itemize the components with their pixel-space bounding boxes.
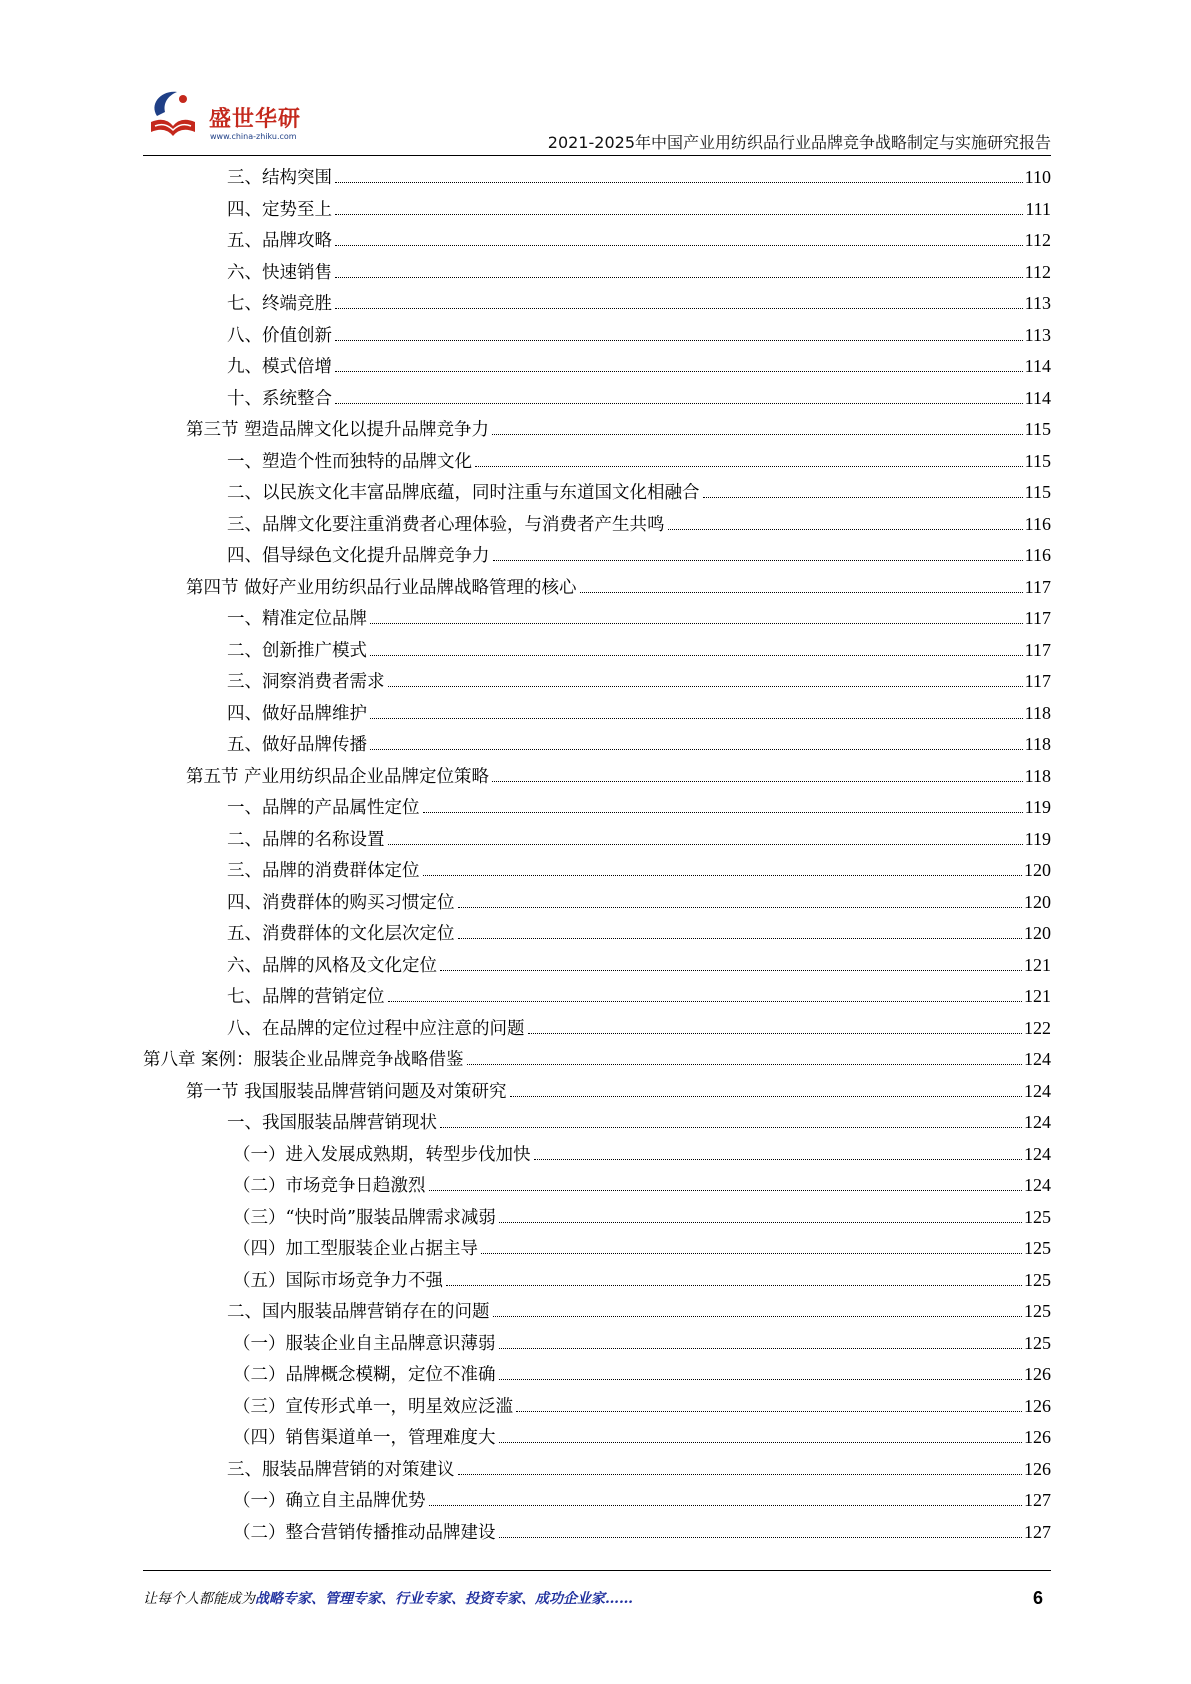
- toc-dot-leader: [446, 1285, 1022, 1286]
- toc-entry-label: 六、品牌的风格及文化定位: [227, 955, 437, 976]
- toc-dot-leader: [499, 1348, 1023, 1349]
- toc-entry-page: 114: [1024, 356, 1051, 376]
- toc-entry-page: 125: [1024, 1301, 1051, 1321]
- toc-dot-leader: [458, 1474, 1023, 1475]
- toc-entry-label: 第八章 案例：服装企业品牌竞争战略借鉴: [143, 1050, 464, 1070]
- toc-dot-leader: [423, 812, 1023, 813]
- toc-entry[interactable]: [143, 320, 1051, 352]
- toc-entry-page: 110: [1024, 167, 1051, 187]
- toc-entry[interactable]: [143, 666, 1051, 698]
- toc-entry-page: 120: [1024, 860, 1051, 880]
- toc-entry[interactable]: [143, 1013, 1051, 1045]
- toc-entry-page: 124: [1024, 1112, 1051, 1132]
- toc-entry-page: 113: [1024, 293, 1051, 313]
- toc-entry[interactable]: [143, 194, 1051, 226]
- toc-entry-label: 七、品牌的营销定位: [227, 987, 385, 1007]
- toc-entry-page: 115: [1024, 482, 1051, 502]
- toc-entry-page: 116: [1024, 545, 1051, 565]
- footer-divider: [143, 1570, 1051, 1571]
- toc-entry-page: 122: [1024, 1017, 1051, 1038]
- toc-entry-label: （五）国际市场竞争力不强: [233, 1270, 443, 1291]
- toc-entry[interactable]: [143, 761, 1051, 793]
- company-logo: [143, 80, 323, 152]
- toc-entry-label: 第三节 塑造品牌文化以提升品牌竞争力: [186, 420, 490, 440]
- toc-entry-label: （三）“快时尚”服装品牌需求减弱: [233, 1207, 496, 1228]
- footer-slogan-highlight: 战略专家、管理专家、行业专家、投资专家、成功企业家……: [255, 1591, 633, 1607]
- toc-entry[interactable]: [143, 855, 1051, 887]
- toc-entry-label: 八、在品牌的定位过程中应注意的问题: [227, 1018, 525, 1039]
- toc-dot-leader: [492, 434, 1023, 435]
- toc-entry-page: 118: [1024, 734, 1051, 754]
- toc-dot-leader: [467, 1064, 1022, 1065]
- toc-entry-label: （四）销售渠道单一，管理难度大: [233, 1428, 496, 1448]
- toc-dot-leader: [499, 1222, 1022, 1223]
- toc-entry-page: 127: [1024, 1521, 1051, 1542]
- toc-entry[interactable]: [143, 603, 1051, 635]
- toc-dot-leader: [481, 1253, 1022, 1254]
- header-divider: [143, 155, 1051, 156]
- toc-entry-label: （二）整合营销传播推动品牌建设: [233, 1522, 496, 1543]
- toc-dot-leader: [499, 1442, 1023, 1443]
- toc-dot-leader: [370, 749, 1023, 750]
- toc-entry-page: 125: [1024, 1206, 1051, 1227]
- toc-entry-label: （二）市场竞争日趋激烈: [233, 1176, 426, 1196]
- toc-entry-label: 十、系统整合: [227, 388, 332, 409]
- toc-dot-leader: [493, 560, 1023, 561]
- toc-entry-label: 六、快速销售: [227, 262, 332, 283]
- toc-entry-label: 第一节 我国服装品牌营销问题及对策研究: [186, 1081, 507, 1102]
- page-number: 6: [1032, 1588, 1043, 1608]
- toc-entry-label: 九、模式倍增: [227, 357, 332, 377]
- toc-dot-leader: [335, 340, 1023, 341]
- toc-entry[interactable]: [143, 1517, 1051, 1549]
- toc-entry[interactable]: [143, 1265, 1051, 1297]
- toc-entry-label: （一）确立自主品牌优势: [233, 1491, 426, 1511]
- toc-dot-leader: [335, 277, 1023, 278]
- toc-entry[interactable]: [143, 509, 1051, 541]
- toc-entry[interactable]: [143, 792, 1051, 824]
- toc-entry-label: 二、创新推广模式: [227, 640, 367, 661]
- toc-entry-label: 一、我国服装品牌营销现状: [227, 1113, 437, 1133]
- toc-dot-leader: [370, 623, 1023, 624]
- toc-dot-leader: [499, 1537, 1023, 1538]
- toc-dot-leader: [440, 1127, 1022, 1128]
- toc-entry[interactable]: [143, 950, 1051, 982]
- toc-entry-label: 第五节 产业用纺织品企业品牌定位策略: [186, 766, 490, 787]
- toc-entry[interactable]: [143, 918, 1051, 950]
- toc-entry-page: 113: [1024, 324, 1051, 345]
- toc-dot-leader: [516, 1411, 1022, 1412]
- book-logo-icon: [143, 86, 203, 146]
- toc-dot-leader: [388, 1001, 1023, 1002]
- toc-entry-label: 四、消费群体的购买习惯定位: [227, 892, 455, 913]
- toc-entry-page: 121: [1024, 954, 1051, 975]
- toc-entry-label: 三、服装品牌营销的对策建议: [227, 1459, 455, 1480]
- toc-entry[interactable]: [143, 1328, 1051, 1360]
- toc-entry-label: （四）加工型服装企业占据主导: [233, 1239, 478, 1259]
- toc-entry[interactable]: [143, 1139, 1051, 1171]
- toc-entry-label: 三、品牌的消费群体定位: [227, 861, 420, 881]
- toc-entry[interactable]: [143, 225, 1051, 257]
- toc-entry-page: 117: [1024, 576, 1051, 597]
- toc-entry-label: 七、终端竞胜: [227, 294, 332, 314]
- toc-entry-page: 125: [1024, 1238, 1051, 1258]
- toc-entry-label: 四、定势至上: [227, 199, 332, 220]
- toc-entry[interactable]: [143, 698, 1051, 730]
- toc-entry-page: 111: [1025, 198, 1051, 219]
- footer-slogan-prefix: 让每个人都能成为: [143, 1591, 255, 1607]
- toc-entry-label: 四、倡导绿色文化提升品牌竞争力: [227, 546, 490, 566]
- toc-entry-label: 一、精准定位品牌: [227, 609, 367, 629]
- toc-dot-leader: [492, 781, 1023, 782]
- toc-entry[interactable]: [143, 1044, 1051, 1076]
- toc-entry-label: 第四节 做好产业用纺织品行业品牌战略管理的核心: [186, 577, 577, 598]
- toc-entry-page: 126: [1024, 1364, 1051, 1384]
- toc-dot-leader: [458, 938, 1023, 939]
- toc-entry[interactable]: [143, 1076, 1051, 1108]
- toc-entry[interactable]: [143, 1296, 1051, 1328]
- toc-entry[interactable]: [143, 824, 1051, 856]
- toc-entry-label: 二、以民族文化丰富品牌底蕴，同时注重与东道国文化相融合: [227, 483, 700, 503]
- toc-dot-leader: [493, 1316, 1023, 1317]
- toc-entry-page: 117: [1024, 671, 1051, 691]
- toc-dot-leader: [580, 592, 1023, 593]
- toc-entry-label: 二、品牌的名称设置: [227, 829, 385, 850]
- toc-entry-label: 五、消费群体的文化层次定位: [227, 924, 455, 944]
- toc-entry-label: （一）服装企业自主品牌意识薄弱: [233, 1333, 496, 1354]
- toc-dot-leader: [429, 1190, 1023, 1191]
- toc-dot-leader: [458, 907, 1023, 908]
- toc-dot-leader: [703, 497, 1023, 498]
- toc-entry[interactable]: [143, 1170, 1051, 1202]
- toc-dot-leader: [668, 529, 1023, 530]
- toc-dot-leader: [335, 182, 1023, 183]
- toc-entry-label: 五、品牌攻略: [227, 231, 332, 251]
- toc-dot-leader: [475, 466, 1023, 467]
- toc-entry-page: 112: [1024, 261, 1051, 282]
- toc-dot-leader: [429, 1505, 1023, 1506]
- toc-entry-page: 117: [1024, 639, 1051, 660]
- toc-entry-page: 115: [1024, 450, 1051, 471]
- logo-text: 盛世华研: [209, 107, 302, 132]
- toc-entry[interactable]: [143, 635, 1051, 667]
- toc-entry-page: 120: [1024, 891, 1051, 912]
- toc-entry-label: 八、价值创新: [227, 325, 332, 346]
- toc-entry-page: 127: [1024, 1490, 1051, 1510]
- page-header: [143, 80, 1051, 160]
- toc-dot-leader: [534, 1159, 1023, 1160]
- report-title: 2021-2025年中国产业用纺织品行业品牌竞争战略制定与实施研究报告: [547, 133, 1051, 152]
- toc-entry-page: 119: [1024, 797, 1051, 817]
- toc-entry-page: 125: [1024, 1269, 1051, 1290]
- toc-dot-leader: [528, 1033, 1023, 1034]
- toc-entry[interactable]: [143, 1359, 1051, 1391]
- toc-entry[interactable]: [143, 383, 1051, 415]
- toc-entry-page: 116: [1024, 513, 1051, 534]
- toc-entry-page: 120: [1024, 923, 1051, 943]
- toc-entry[interactable]: [143, 1485, 1051, 1517]
- toc-dot-leader: [370, 718, 1023, 719]
- toc-entry-page: 114: [1024, 387, 1051, 408]
- toc-dot-leader: [370, 655, 1023, 656]
- toc-entry[interactable]: [143, 351, 1051, 383]
- toc-dot-leader: [335, 214, 1023, 215]
- toc-entry-label: 二、国内服装品牌营销存在的问题: [227, 1302, 490, 1322]
- toc-entry-label: 四、做好品牌维护: [227, 703, 367, 724]
- toc-entry[interactable]: [143, 981, 1051, 1013]
- toc-entry-label: 一、塑造个性而独特的品牌文化: [227, 451, 472, 472]
- toc-entry[interactable]: [143, 572, 1051, 604]
- toc-entry[interactable]: [143, 1422, 1051, 1454]
- toc-entry-page: 124: [1024, 1080, 1051, 1101]
- toc-dot-leader: [335, 371, 1023, 372]
- toc-entry-page: 119: [1024, 828, 1051, 849]
- toc-entry-page: 124: [1024, 1049, 1051, 1069]
- toc-entry-page: 124: [1024, 1143, 1051, 1164]
- table-of-contents: [143, 162, 1051, 1548]
- toc-dot-leader: [335, 308, 1023, 309]
- toc-entry[interactable]: [143, 1107, 1051, 1139]
- toc-entry[interactable]: [143, 1202, 1051, 1234]
- toc-entry-page: 126: [1024, 1427, 1051, 1447]
- toc-dot-leader: [499, 1379, 1023, 1380]
- toc-entry[interactable]: [143, 1233, 1051, 1265]
- toc-entry-label: 五、做好品牌传播: [227, 735, 367, 755]
- toc-dot-leader: [335, 245, 1023, 246]
- toc-dot-leader: [388, 686, 1023, 687]
- toc-entry[interactable]: [143, 414, 1051, 446]
- toc-entry-label: 三、洞察消费者需求: [227, 672, 385, 692]
- toc-dot-leader: [423, 875, 1023, 876]
- toc-entry-page: 125: [1024, 1332, 1051, 1353]
- toc-entry-label: （二）品牌概念模糊，定位不准确: [233, 1365, 496, 1385]
- toc-entry[interactable]: [143, 477, 1051, 509]
- toc-entry-page: 112: [1024, 230, 1051, 250]
- toc-entry[interactable]: [143, 257, 1051, 289]
- toc-entry[interactable]: [143, 729, 1051, 761]
- toc-dot-leader: [440, 970, 1022, 971]
- toc-entry-label: （三）宣传形式单一，明星效应泛滥: [233, 1396, 513, 1417]
- toc-entry-page: 121: [1024, 986, 1051, 1006]
- toc-entry-label: 一、品牌的产品属性定位: [227, 798, 420, 818]
- toc-dot-leader: [335, 403, 1023, 404]
- toc-entry-label: 三、结构突围: [227, 168, 332, 188]
- toc-entry-page: 118: [1024, 702, 1051, 723]
- toc-entry[interactable]: [143, 288, 1051, 320]
- toc-entry[interactable]: [143, 162, 1051, 194]
- page-footer: [143, 1588, 1051, 1612]
- logo-url: www.china-zhiku.com: [210, 132, 297, 141]
- toc-entry-page: 118: [1024, 765, 1051, 786]
- toc-entry[interactable]: [143, 887, 1051, 919]
- toc-dot-leader: [388, 844, 1023, 845]
- toc-entry-page: 117: [1024, 608, 1051, 628]
- toc-dot-leader: [510, 1096, 1022, 1097]
- toc-entry-page: 126: [1024, 1458, 1051, 1479]
- toc-entry-label: 三、品牌文化要注重消费者心理体验，与消费者产生共鸣: [227, 514, 665, 535]
- toc-entry-page: 126: [1024, 1395, 1051, 1416]
- toc-entry[interactable]: [143, 1454, 1051, 1486]
- toc-entry-page: 124: [1024, 1175, 1051, 1195]
- toc-entry-label: （一）进入发展成熟期，转型步伐加快: [233, 1144, 531, 1165]
- toc-entry[interactable]: [143, 446, 1051, 478]
- toc-entry[interactable]: [143, 540, 1051, 572]
- toc-entry[interactable]: [143, 1391, 1051, 1423]
- toc-entry-page: 115: [1024, 419, 1051, 439]
